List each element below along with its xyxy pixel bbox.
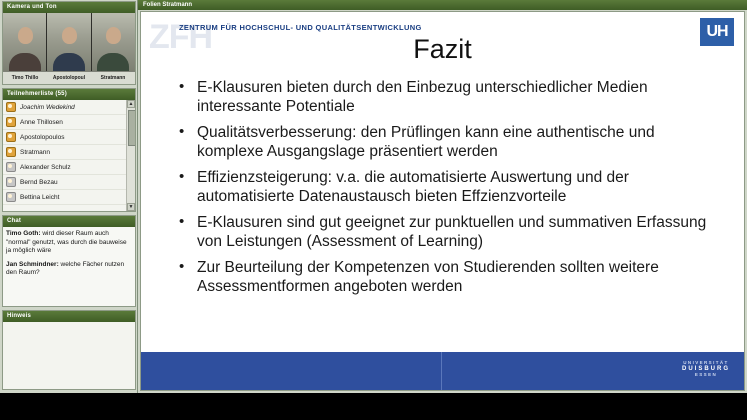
list-item[interactable] xyxy=(3,160,135,175)
chat-author: Timo Goth: xyxy=(6,230,41,237)
camera-name-label: Apostolopoul xyxy=(52,75,86,81)
chat-text: welche Fächer nutzen den Raum? xyxy=(6,260,125,276)
avatar xyxy=(6,147,16,157)
participant-name: Bettina Leicht xyxy=(20,193,60,201)
avatar xyxy=(6,117,16,127)
person-body-icon xyxy=(9,53,41,71)
slide-footer xyxy=(141,352,744,390)
avatar xyxy=(6,102,16,112)
camera-tile[interactable] xyxy=(47,13,91,71)
participant-name: Bernd Bezau xyxy=(20,178,58,186)
university-logo: UH xyxy=(700,18,734,46)
slide-area xyxy=(138,0,747,393)
left-sidebar xyxy=(0,0,138,393)
person-head-icon xyxy=(18,27,33,44)
list-item[interactable] xyxy=(3,190,135,205)
avatar xyxy=(6,162,16,172)
hint-panel-body xyxy=(3,322,135,389)
avatar xyxy=(6,177,16,187)
hint-panel xyxy=(2,310,136,390)
slide-bullet-list xyxy=(175,78,715,303)
participants-panel-title: Teilnehmerliste (55) xyxy=(3,89,135,100)
list-item[interactable] xyxy=(3,130,135,145)
list-item: • Zur Beurteilung der Kompetenzen von Studierenden sollten weitere Assessmentformen angeboten werden xyxy=(175,258,715,296)
slide-header-label: ZENTRUM FÜR HOCHSCHUL- UND QUALITÄTSENTWICKLUNG xyxy=(179,23,422,32)
camera-panel-title: Kamera und Ton xyxy=(3,2,135,13)
slide-panel-title: Folien Stratmann xyxy=(138,0,747,10)
camera-panel xyxy=(2,1,136,85)
camera-tile[interactable] xyxy=(3,13,47,71)
participants-panel xyxy=(2,88,136,212)
page-title: Fazit xyxy=(413,34,472,64)
avatar xyxy=(6,192,16,202)
chat-messages[interactable] xyxy=(3,227,135,306)
camera-name-label: Timo Thillo xyxy=(11,75,39,81)
camera-name-strip xyxy=(3,71,135,84)
participant-name: Apostolopoulos xyxy=(20,133,65,141)
chat-panel xyxy=(2,215,136,307)
chat-panel-title: Chat xyxy=(3,216,135,227)
list-item: • E-Klausuren bieten durch den Einbezug unterschiedlicher Medien interessante Potentiale xyxy=(175,78,715,116)
chat-author: Jan Schmindner: xyxy=(6,260,59,268)
presentation-slide[interactable] xyxy=(140,11,745,391)
participant-name: Stratmann xyxy=(20,148,50,156)
chat-message xyxy=(6,230,132,256)
participants-scrollbar[interactable] xyxy=(126,100,135,211)
camera-name-label: Stratmann xyxy=(100,75,126,81)
hint-panel-title: Hinweis xyxy=(3,311,135,322)
list-item: • E-Klausuren sind gut geeignet zur punktuellen und summativen Erfassung von Leistungen (Assessment of Learning) xyxy=(175,213,715,251)
footer-university-logo xyxy=(682,360,730,378)
scroll-down-icon[interactable]: ▼ xyxy=(128,204,134,210)
person-body-icon xyxy=(53,53,85,71)
participant-name: Alexander Schulz xyxy=(20,163,71,171)
watermark-text: ZFH xyxy=(149,18,213,56)
list-item[interactable] xyxy=(3,100,135,115)
footer-logo-line3: ESSEN xyxy=(694,372,718,377)
scrollbar-thumb[interactable] xyxy=(128,110,135,146)
list-item[interactable] xyxy=(3,115,135,130)
camera-tile[interactable] xyxy=(92,13,135,71)
chat-message xyxy=(6,261,132,278)
participants-list[interactable] xyxy=(3,100,135,211)
list-item: • Qualitätsverbesserung: den Prüflingen kann eine authentische und komplexe Ausgangslage präsentiert werden xyxy=(175,123,715,161)
footer-logo-line2: DUISBURG xyxy=(681,366,730,372)
person-head-icon xyxy=(106,27,121,44)
scroll-up-icon[interactable]: ▲ xyxy=(128,101,134,107)
bottom-bar xyxy=(0,393,747,420)
list-item: • Effizienzsteigerung: v.a. die automatisierte Auswertung und der automatisierte Datenaustausch bieten Effzienzvorteile xyxy=(175,168,715,206)
footer-logo-line1: UNIVERSITÄT xyxy=(683,360,729,365)
avatar xyxy=(6,132,16,142)
person-head-icon xyxy=(62,27,77,44)
camera-tiles xyxy=(3,13,135,71)
list-item[interactable] xyxy=(3,145,135,160)
camera-video-area[interactable] xyxy=(3,13,135,84)
chat-text: wird dieser Raum auch "normal" genutzt, was durch die bauweise ja möglich wäre xyxy=(6,230,127,254)
participant-name: Joachim Wedekind xyxy=(20,103,75,111)
footer-divider xyxy=(441,352,442,390)
list-item[interactable] xyxy=(3,175,135,190)
participant-name: Anne Thillosen xyxy=(20,118,63,126)
